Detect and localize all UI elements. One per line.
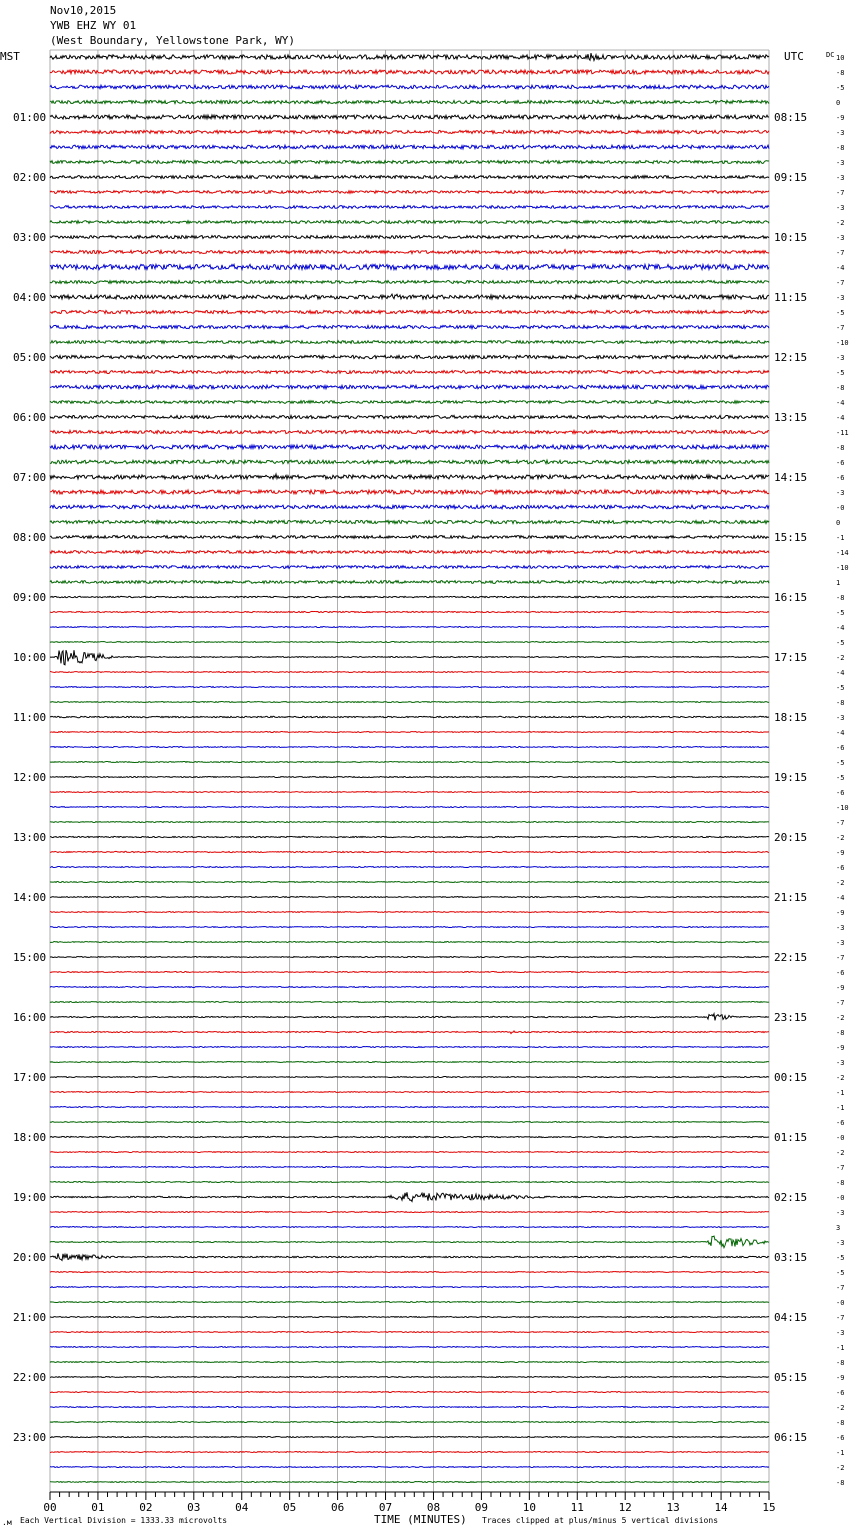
x-tick-label: 00 xyxy=(43,1501,57,1514)
trace-line xyxy=(50,702,769,703)
trace-line xyxy=(50,897,769,898)
dc-offset-label: -9 xyxy=(836,984,845,992)
dc-offset-label: -7 xyxy=(836,1164,845,1172)
utc-hour-label: 23:15 xyxy=(774,1011,808,1024)
dc-offset-label: 3 xyxy=(836,1224,841,1232)
mst-hour-label: 15:00 xyxy=(13,951,47,964)
trace-line xyxy=(50,310,769,313)
utc-hour-label: 04:15 xyxy=(774,1311,808,1324)
trace-line xyxy=(50,460,769,464)
dc-offset-label: 0 xyxy=(836,99,841,107)
utc-hour-label: 06:15 xyxy=(774,1431,808,1444)
trace-line xyxy=(50,325,769,328)
mst-hour-label: 05:00 xyxy=(13,351,47,364)
dc-offset-label: -0 xyxy=(836,1134,845,1142)
trace-line xyxy=(50,115,769,119)
dc-offset-label: 10 xyxy=(836,54,845,62)
dc-offset-label: -2 xyxy=(836,1464,845,1472)
right-timezone-label: UTC xyxy=(784,50,804,63)
x-tick-label: 14 xyxy=(714,1501,728,1514)
trace-line xyxy=(50,281,769,284)
header-location: (West Boundary, Yellowstone Park, WY) xyxy=(50,34,296,47)
trace-line xyxy=(50,747,769,748)
trace-line xyxy=(50,415,769,418)
dc-offset-label: -0 xyxy=(836,1299,845,1307)
dc-offset-label: -2 xyxy=(836,219,845,227)
trace-line xyxy=(50,642,769,643)
trace-line xyxy=(50,1347,769,1348)
dc-offset-label: 0 xyxy=(836,519,841,527)
trace-line xyxy=(50,236,769,239)
x-tick-label: 03 xyxy=(187,1501,201,1514)
dc-offset-label: -5 xyxy=(836,639,845,647)
dc-offset-label: -14 xyxy=(836,549,849,557)
trace-line xyxy=(50,650,769,665)
dc-offset-label: -4 xyxy=(836,399,845,407)
dc-offset-label: -5 xyxy=(836,684,845,692)
trace-line xyxy=(50,1287,769,1288)
trace-line xyxy=(50,520,769,523)
trace-line xyxy=(50,1212,769,1213)
utc-hour-label: 01:15 xyxy=(774,1131,808,1144)
mst-hour-label: 19:00 xyxy=(13,1191,47,1204)
dc-offset-label: -6 xyxy=(836,864,845,872)
trace-line xyxy=(50,611,769,612)
trace-line xyxy=(50,972,769,973)
trace-line xyxy=(50,70,769,74)
trace-line xyxy=(50,1136,769,1137)
dc-offset-label: -6 xyxy=(836,1119,845,1127)
dc-offset-label: -6 xyxy=(836,789,845,797)
trace-line xyxy=(50,206,769,209)
trace-line xyxy=(50,1236,769,1248)
utc-hour-label: 00:15 xyxy=(774,1071,808,1084)
dc-offset-label: -8 xyxy=(836,1359,845,1367)
dc-offset-label: -3 xyxy=(836,1209,845,1217)
mst-hour-label: 01:00 xyxy=(13,111,47,124)
utc-hour-label: 17:15 xyxy=(774,651,808,664)
dc-offset-label: -8 xyxy=(836,144,845,152)
dc-offset-label: -10 xyxy=(836,339,849,347)
dc-offset-label: -3 xyxy=(836,489,845,497)
dc-offset-label: -6 xyxy=(836,1389,845,1397)
dc-offset-label: -5 xyxy=(836,309,845,317)
x-tick-label: 05 xyxy=(283,1501,297,1514)
trace-line xyxy=(50,551,769,554)
dc-offset-label: -0 xyxy=(836,504,845,512)
dc-offset-label: -6 xyxy=(836,459,845,467)
dc-offset-label: -2 xyxy=(836,654,845,662)
trace-line xyxy=(50,987,769,988)
trace-line xyxy=(50,161,769,164)
trace-line xyxy=(50,1092,769,1093)
dc-offset-label: -4 xyxy=(836,624,845,632)
utc-hour-label: 16:15 xyxy=(774,591,808,604)
trace-line xyxy=(50,445,769,449)
utc-hour-labels xyxy=(774,111,807,1444)
mst-hour-labels xyxy=(13,111,46,1444)
mst-hour-label: 07:00 xyxy=(13,471,47,484)
dc-offset-label: -1 xyxy=(836,1089,845,1097)
dc-offset-label: -5 xyxy=(836,609,845,617)
trace-line xyxy=(50,1302,769,1303)
dc-offset-label: -10 xyxy=(836,564,849,572)
utc-hour-label: 22:15 xyxy=(774,951,808,964)
dc-offset-label: -9 xyxy=(836,849,845,857)
trace-line xyxy=(50,1452,769,1453)
trace-line xyxy=(50,912,769,913)
utc-hour-label: 12:15 xyxy=(774,351,808,364)
trace-line xyxy=(50,176,769,179)
trace-line xyxy=(50,145,769,149)
x-tick-label: 06 xyxy=(330,1501,345,1514)
dc-offset-label: -9 xyxy=(836,114,845,122)
mst-hour-label: 06:00 xyxy=(13,411,47,424)
header-date: Nov10,2015 xyxy=(50,4,117,17)
trace-line xyxy=(50,401,769,404)
dc-offset-label: -3 xyxy=(836,129,845,137)
x-tick-label: 07 xyxy=(378,1501,393,1514)
mst-hour-label: 10:00 xyxy=(13,651,47,664)
trace-line xyxy=(50,732,769,733)
mst-hour-label: 02:00 xyxy=(13,171,47,184)
dc-offset-label: -8 xyxy=(836,444,845,452)
dc-offset-label: -5 xyxy=(836,1269,845,1277)
trace-line xyxy=(50,1437,769,1438)
x-tick-label: 12 xyxy=(618,1501,632,1514)
trace-line xyxy=(50,777,769,778)
trace-line xyxy=(50,1002,769,1003)
trace-line xyxy=(50,430,769,433)
dc-offset-label: -1 xyxy=(836,1344,845,1352)
left-timezone-label: MST xyxy=(0,50,20,63)
dc-offset-label: -8 xyxy=(836,1419,845,1427)
utc-hour-label: 15:15 xyxy=(774,531,808,544)
x-tick-label: 13 xyxy=(666,1501,680,1514)
dc-offset-label: -3 xyxy=(836,714,845,722)
trace-line xyxy=(50,53,769,60)
mst-hour-label: 20:00 xyxy=(13,1251,47,1264)
trace-line xyxy=(50,957,769,958)
trace-line xyxy=(50,1272,769,1273)
dc-offset-label: -8 xyxy=(836,384,845,392)
x-tick-label: 15 xyxy=(762,1501,776,1514)
trace-line xyxy=(50,581,769,584)
trace-line xyxy=(50,627,769,628)
trace-rows xyxy=(50,53,769,1482)
trace-line xyxy=(50,1031,769,1034)
trace-line xyxy=(50,355,769,358)
time-axis xyxy=(43,1492,775,1514)
utc-hour-label: 13:15 xyxy=(774,411,808,424)
dc-offset-label: -4 xyxy=(836,894,845,902)
utc-hour-label: 19:15 xyxy=(774,771,808,784)
dc-offset-label: -5 xyxy=(836,774,845,782)
trace-line xyxy=(50,1167,769,1168)
mst-hour-label: 12:00 xyxy=(13,771,47,784)
dc-offset-label: -7 xyxy=(836,279,845,287)
utc-hour-label: 18:15 xyxy=(774,711,808,724)
mst-hour-label: 16:00 xyxy=(13,1011,47,1024)
dc-offset-label: -3 xyxy=(836,234,845,242)
dc-offset-label: -7 xyxy=(836,1314,845,1322)
dc-offset-label: -8 xyxy=(836,1179,845,1187)
dc-offset-label: -1 xyxy=(836,534,845,542)
footer-scale-note: Each Vertical Division = 1333.33 microvolts xyxy=(20,1516,228,1525)
dc-offset-label: -2 xyxy=(836,1074,845,1082)
x-tick-label: 08 xyxy=(426,1501,441,1514)
dc-offset-label: -3 xyxy=(836,354,845,362)
trace-line xyxy=(50,385,769,389)
trace-line xyxy=(50,85,769,89)
trace-line xyxy=(50,250,769,254)
dc-offset-label: -7 xyxy=(836,819,845,827)
trace-line xyxy=(50,191,769,194)
dc-offset-label: -3 xyxy=(836,294,845,302)
trace-line xyxy=(50,221,769,224)
dc-label: DC xyxy=(826,51,835,59)
utc-hour-label: 08:15 xyxy=(774,111,808,124)
x-tick-label: 02 xyxy=(139,1501,153,1514)
dc-offset-label: -3 xyxy=(836,939,845,947)
dc-offset-label: -4 xyxy=(836,414,845,422)
dc-offset-label: -9 xyxy=(836,1374,845,1382)
mst-hour-label: 03:00 xyxy=(13,231,47,244)
dc-offset-label: -0 xyxy=(836,1194,845,1202)
dc-offset-label: -3 xyxy=(836,204,845,212)
dc-offset-label: -8 xyxy=(836,69,845,77)
utc-hour-label: 10:15 xyxy=(774,231,808,244)
trace-line xyxy=(50,687,769,688)
dc-offset-label: -4 xyxy=(836,264,845,272)
trace-line xyxy=(50,807,769,808)
x-tick-label: 11 xyxy=(570,1501,584,1514)
trace-line xyxy=(50,1152,769,1153)
trace-line xyxy=(50,1182,769,1183)
dc-offset-label: -10 xyxy=(836,804,849,812)
dc-offset-label: -8 xyxy=(836,594,845,602)
trace-line xyxy=(50,371,769,374)
mst-hour-label: 04:00 xyxy=(13,291,47,304)
trace-line xyxy=(50,505,769,509)
trace-line xyxy=(50,851,769,852)
trace-line xyxy=(50,1047,769,1048)
x-tick-label: 04 xyxy=(235,1501,249,1514)
utc-hour-label: 14:15 xyxy=(774,471,808,484)
dc-offset-label: -2 xyxy=(836,879,845,887)
utc-hour-label: 09:15 xyxy=(774,171,808,184)
dc-offset-label: -4 xyxy=(836,729,845,737)
trace-line xyxy=(50,566,769,569)
trace-line xyxy=(50,1467,769,1468)
dc-offset-label: -7 xyxy=(836,1284,845,1292)
dc-offset-label: -3 xyxy=(836,159,845,167)
trace-line xyxy=(50,822,769,823)
trace-line xyxy=(50,1422,769,1423)
dc-offset-label: -2 xyxy=(836,834,845,842)
dc-offset-label: -5 xyxy=(836,759,845,767)
dc-offset-label: -7 xyxy=(836,999,845,1007)
dc-offset-label: -5 xyxy=(836,1254,845,1262)
dc-offset-label: -2 xyxy=(836,1014,845,1022)
x-tick-label: 10 xyxy=(522,1501,536,1514)
trace-line xyxy=(50,1362,769,1363)
trace-line xyxy=(50,1107,769,1108)
dc-offset-label: -7 xyxy=(836,249,845,257)
trace-line xyxy=(50,1014,769,1021)
mst-hour-label: 14:00 xyxy=(13,891,47,904)
trace-line xyxy=(50,100,769,103)
dc-offset-label: -9 xyxy=(836,909,845,917)
mst-hour-label: 23:00 xyxy=(13,1431,47,1444)
x-tick-label: 01 xyxy=(91,1501,105,1514)
trace-line xyxy=(50,716,769,717)
dc-offset-label: -9 xyxy=(836,1044,845,1052)
trace-line xyxy=(50,1482,769,1483)
mst-hour-label: 21:00 xyxy=(13,1311,47,1324)
mst-hour-label: 11:00 xyxy=(13,711,47,724)
dc-offset-label: -8 xyxy=(836,1029,845,1037)
utc-hour-label: 03:15 xyxy=(774,1251,808,1264)
footer-clip-note: Traces clipped at plus/minus 5 vertical divisions xyxy=(482,1516,719,1525)
utc-hour-label: 20:15 xyxy=(774,831,808,844)
utc-hour-label: 05:15 xyxy=(774,1371,808,1384)
mst-hour-label: 08:00 xyxy=(13,531,47,544)
mst-hour-label: 17:00 xyxy=(13,1071,47,1084)
trace-line xyxy=(50,1122,769,1123)
trace-line xyxy=(50,1317,769,1318)
trace-line xyxy=(50,264,769,269)
utc-hour-label: 02:15 xyxy=(774,1191,808,1204)
trace-line xyxy=(50,596,769,597)
dc-offset-labels xyxy=(836,54,849,1487)
dc-offset-label: -7 xyxy=(836,324,845,332)
mst-hour-label: 13:00 xyxy=(13,831,47,844)
utc-hour-label: 21:15 xyxy=(774,891,808,904)
dc-offset-label: -6 xyxy=(836,474,845,482)
trace-line xyxy=(50,1407,769,1408)
dc-offset-label: -3 xyxy=(836,1329,845,1337)
trace-line xyxy=(50,1377,769,1378)
mst-hour-label: 18:00 xyxy=(13,1131,47,1144)
trace-line xyxy=(50,927,769,928)
trace-line xyxy=(50,792,769,793)
trace-line xyxy=(50,130,769,133)
dc-offset-label: -2 xyxy=(836,1149,845,1157)
trace-line xyxy=(50,762,769,763)
dc-offset-label: -1 xyxy=(836,1104,845,1112)
dc-offset-label: -1 xyxy=(836,1449,845,1457)
trace-line xyxy=(50,672,769,673)
utc-hour-label: 11:15 xyxy=(774,291,808,304)
x-tick-label: 09 xyxy=(474,1501,489,1514)
dc-offset-label: -3 xyxy=(836,924,845,932)
trace-line xyxy=(50,1192,769,1201)
trace-line xyxy=(50,1253,769,1260)
dc-offset-label: -5 xyxy=(836,369,845,377)
dc-offset-label: 1 xyxy=(836,579,841,587)
dc-offset-label: -8 xyxy=(836,699,845,707)
trace-line xyxy=(50,867,769,868)
trace-line xyxy=(50,536,769,539)
dc-offset-label: -3 xyxy=(836,1059,845,1067)
dc-offset-label: -6 xyxy=(836,969,845,977)
trace-line xyxy=(50,1392,769,1393)
dc-offset-label: -7 xyxy=(836,954,845,962)
dc-offset-label: -5 xyxy=(836,84,845,92)
dc-offset-label: -7 xyxy=(836,189,845,197)
trace-line xyxy=(50,474,769,479)
trace-line xyxy=(50,341,769,344)
dc-offset-label: -3 xyxy=(836,174,845,182)
trace-line xyxy=(50,490,769,494)
trace-line xyxy=(50,1332,769,1333)
trace-line xyxy=(50,1227,769,1228)
trace-line xyxy=(50,1077,769,1078)
mst-hour-label: 22:00 xyxy=(13,1371,47,1384)
mst-hour-label: 09:00 xyxy=(13,591,47,604)
trace-line xyxy=(50,836,769,837)
header-station: YWB EHZ WY 01 xyxy=(50,19,137,32)
trace-line xyxy=(50,294,769,299)
footer-mark: .м xyxy=(2,1518,12,1527)
dc-offset-label: -3 xyxy=(836,1239,845,1247)
trace-line xyxy=(50,1062,769,1063)
x-axis-title: TIME (MINUTES) xyxy=(374,1513,467,1526)
trace-line xyxy=(50,882,769,883)
dc-offset-label: -4 xyxy=(836,669,845,677)
trace-line xyxy=(50,942,769,943)
dc-offset-label: -2 xyxy=(836,1404,845,1412)
dc-offset-label: -6 xyxy=(836,1434,845,1442)
dc-offset-label: -6 xyxy=(836,744,845,752)
dc-offset-label: -11 xyxy=(836,429,849,437)
dc-offset-label: -8 xyxy=(836,1479,845,1487)
